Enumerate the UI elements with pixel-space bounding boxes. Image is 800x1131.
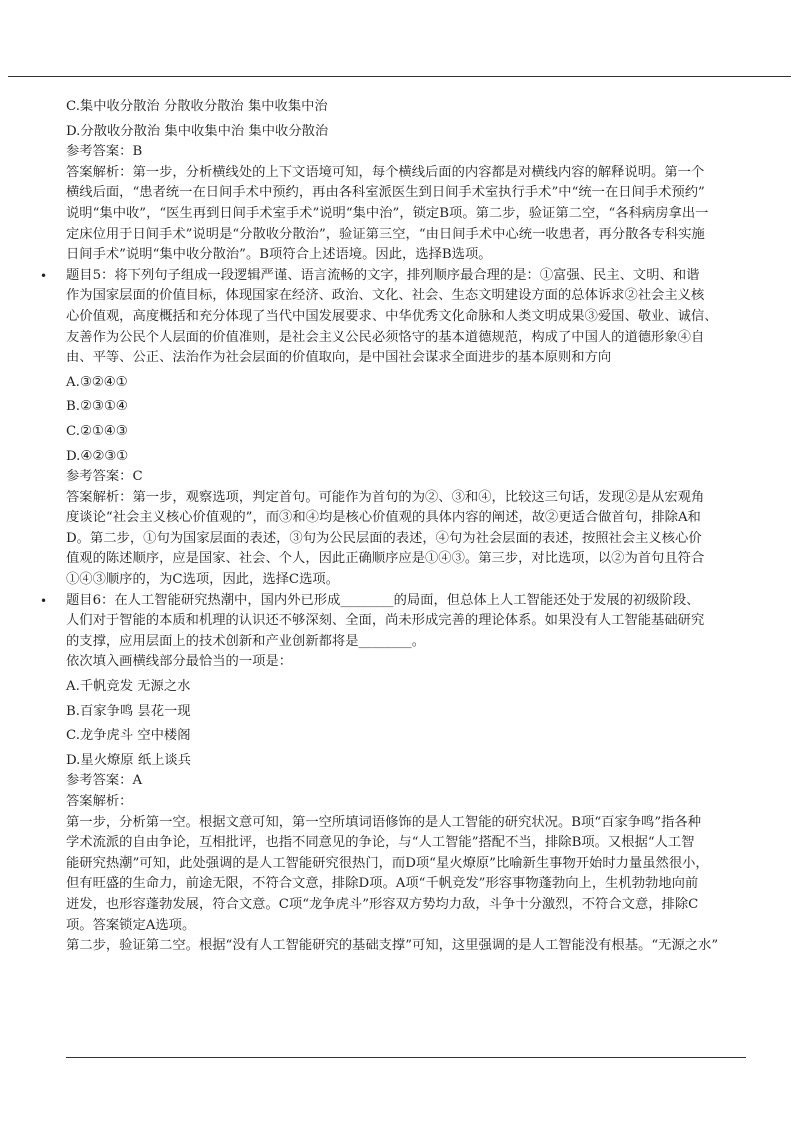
- option-a: A.③②④①: [66, 374, 128, 390]
- analysis-line: 能研究热潮”可知，此处强调的是人工智能研究很热门，而D项“星火燎原”比喻新生事物开始时力量虽然很小，: [66, 855, 709, 871]
- option-c: C.集中收分散治 分散收分散治 集中收集中治: [66, 99, 328, 114]
- question-stem: 的支撑，应用层面上的技术创新和产业创新都将是________。: [66, 633, 426, 649]
- question-stem: 友善作为公民个人层面的价值准则，是社会主义公民必须恪守的基本道德规范，构成了中国人的道德形象④自: [66, 329, 705, 345]
- question-5: [40, 266, 746, 591]
- header-rule: [8, 76, 791, 77]
- analysis-line: D。第二步，①句为国家层面的表述，③句为公民层面的表述，④句为社会层面的表述，按照社会主义核心价: [66, 530, 702, 546]
- footer-rule: [66, 1057, 746, 1058]
- bullet-icon: •: [40, 268, 48, 283]
- option-d: D.星火燎原 纸上谈兵: [66, 752, 192, 768]
- analysis-line: 项。答案锁定A选项。: [66, 917, 196, 933]
- question-stem: 题目6：在人工智能研究热潮中，国内外已形成________的局面，但总体上人工智能还处于发展的初级阶段、: [66, 592, 700, 608]
- reference-answer: 参考答案：A: [66, 773, 143, 789]
- option-a: A.千帆竞发 无源之水: [66, 679, 191, 695]
- reference-answer: 参考答案：C: [66, 469, 143, 485]
- option-d: D.④②③①: [66, 448, 129, 464]
- question-stem: 人们对于智能的本质和机理的认识还不够深刻、全面，尚未形成完善的理论体系。如果没有人工智能基础研究: [66, 613, 705, 629]
- analysis-line: ①④③顺序的，为C选项，因此，选择C选项。: [66, 572, 339, 588]
- bullet-icon: •: [40, 593, 48, 608]
- option-b: B.②③①④: [66, 399, 128, 415]
- reference-answer: 参考答案：B: [66, 144, 143, 160]
- analysis-line: 定床位用于日间手术”说明是“分散收分散治”，验证第三空，“由日间手术中心统一收患者，再分散各专科实施: [66, 226, 705, 242]
- question-stem: 题目5：将下列句子组成一段逻辑严谨、语言流畅的文字，排列顺序最合理的是：①富强、民主、文明、和谐: [66, 267, 700, 283]
- analysis-line: 度谈论“社会主义核心价值观的”，而③和④均是核心价值观的具体内容的阐述，故②更适合做首句，排除A和: [66, 510, 701, 526]
- analysis-line: 日间手术”说明“集中收分散治”。B项符合上述语境。因此，选择B选项。: [66, 247, 492, 263]
- analysis-line: 第一步，分析第一空。根据文意可知，第一空所填词语修饰的是人工智能的研究状况。B项“百家争鸣”指各种: [66, 814, 702, 830]
- analysis-line: 说明“集中收”，“医生再到日间手术室手术”说明“集中治”，锁定B项。第二步，验证第二空，“各科病房拿出一: [66, 205, 709, 221]
- analysis-line: 学术流派的自由争论，互相批评，也指不同意见的争论，与“人工智能”搭配不当，排除B项。又根据“人工智: [66, 835, 695, 851]
- analysis-label: 答案解析：: [66, 794, 133, 809]
- analysis-line: 第二步，验证第二空。根据“没有人工智能研究的基础支撑”可知，这里强调的是人工智能没有根基。“无源之水”: [66, 938, 719, 954]
- question-stem: 心价值观，高度概括和充分体现了当代中国发展要求、中华优秀文化命脉和人类文明成果③爱国、敬业、诚信、: [66, 308, 718, 324]
- analysis-line: 答案解析：第一步，观察选项，判定首句。可能作为首句的为②、③和④，比较这三句话，发现②是从宏观角: [66, 489, 705, 505]
- analysis-line: 值观的陈述顺序，应是国家、社会、个人，因此正确顺序应是①④③。第三步，对比选项，以②为首句且符合: [66, 551, 705, 567]
- analysis-line: 但有旺盛的生命力，前途无限，不符合文意，排除D项。A项“千帆竞发”形容事物蓬勃向上，生机勃勃地向前: [66, 876, 699, 892]
- prev-question: [66, 97, 746, 266]
- option-b: B.百家争鸣 昙花一现: [66, 703, 191, 719]
- question-6: [40, 591, 746, 957]
- page-content: [40, 97, 746, 957]
- analysis-line: 迸发，也形容蓬勃发展，符合文意。C项“龙争虎斗”形容双方势均力敌，斗争十分激烈，不符合文意，排除C: [66, 896, 699, 912]
- question-stem: 作为国家层面的价值目标，体现国家在经济、政治、文化、社会、生态文明建设方面的总体诉求②社会主义核: [66, 288, 705, 304]
- option-d: D.分散收分散治 集中收集中治 集中收分散治: [66, 123, 329, 139]
- analysis-line: 答案解析：第一步，分析横线处的上下文语境可知，每个横线后面的内容都是对横线内容的解释说明。第一个: [66, 164, 705, 180]
- analysis-line: 横线后面，“患者统一在日间手术中预约，再由各科室派医生到日间手术室执行手术”中“统一在日间手术预约”: [66, 185, 705, 201]
- option-c: C.龙争虎斗 空中楼阁: [66, 728, 191, 744]
- option-c: C.②①④③: [66, 423, 128, 439]
- question-prompt: 依次填入画横线部分最恰当的一项是：: [66, 654, 293, 670]
- question-stem: 由、平等、公正、法治作为社会层面的价值取向，是中国社会谋求全面进步的基本原则和方向: [66, 350, 612, 366]
